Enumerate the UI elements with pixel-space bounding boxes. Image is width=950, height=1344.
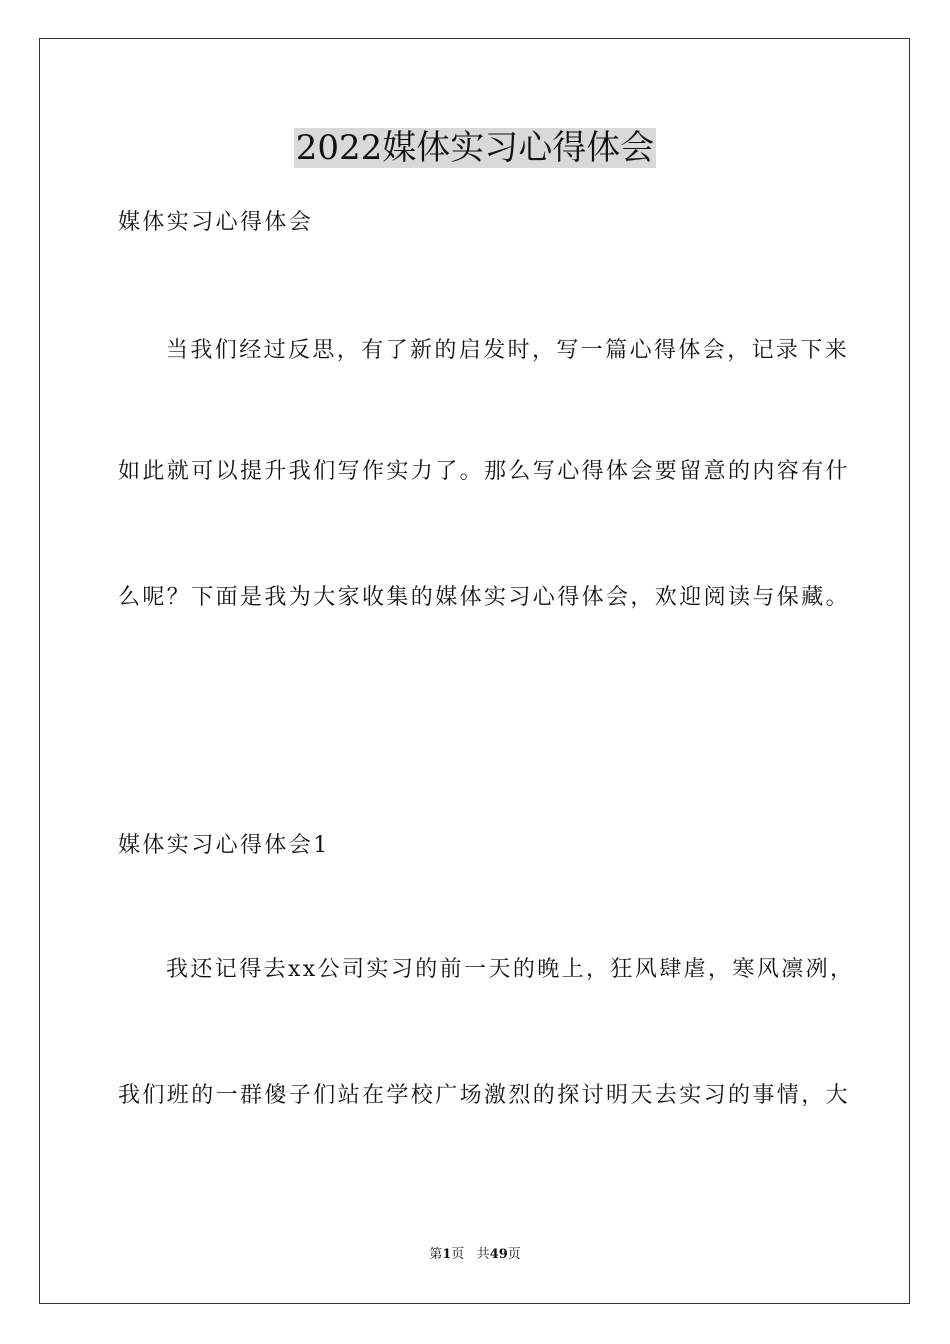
document-title-text: 2022媒体实习心得体会 <box>295 128 655 168</box>
total-pages: 49 <box>489 1247 508 1262</box>
intro-line-2: 如此就可以提升我们写作实力了。那么写心得体会要留意的内容有什 <box>118 459 851 484</box>
document-subtitle: 媒体实习心得体会 <box>118 210 314 235</box>
document-title <box>0 126 950 170</box>
section-line-1: 我还记得去xx公司实习的前一天的晚上，狂风肆虐，寒风凛冽， <box>166 957 855 982</box>
page-footer <box>0 1246 950 1264</box>
total-suffix: 页 <box>507 1247 521 1262</box>
intro-line-3: 么呢？下面是我为大家收集的媒体实习心得体会，欢迎阅读与保藏。 <box>118 585 851 610</box>
page-number: 1 <box>442 1247 452 1262</box>
section-heading: 媒体实习心得体会1 <box>118 833 330 858</box>
total-prefix: 共 <box>476 1247 490 1262</box>
intro-line-1: 当我们经过反思，有了新的启发时，写一篇心得体会，记录下来 <box>166 338 850 363</box>
page-prefix: 第 <box>429 1247 443 1262</box>
section-line-2: 我们班的一群傻子们站在学校广场激烈的探讨明天去实习的事情，大 <box>118 1083 851 1108</box>
page-suffix: 页 <box>451 1247 465 1262</box>
